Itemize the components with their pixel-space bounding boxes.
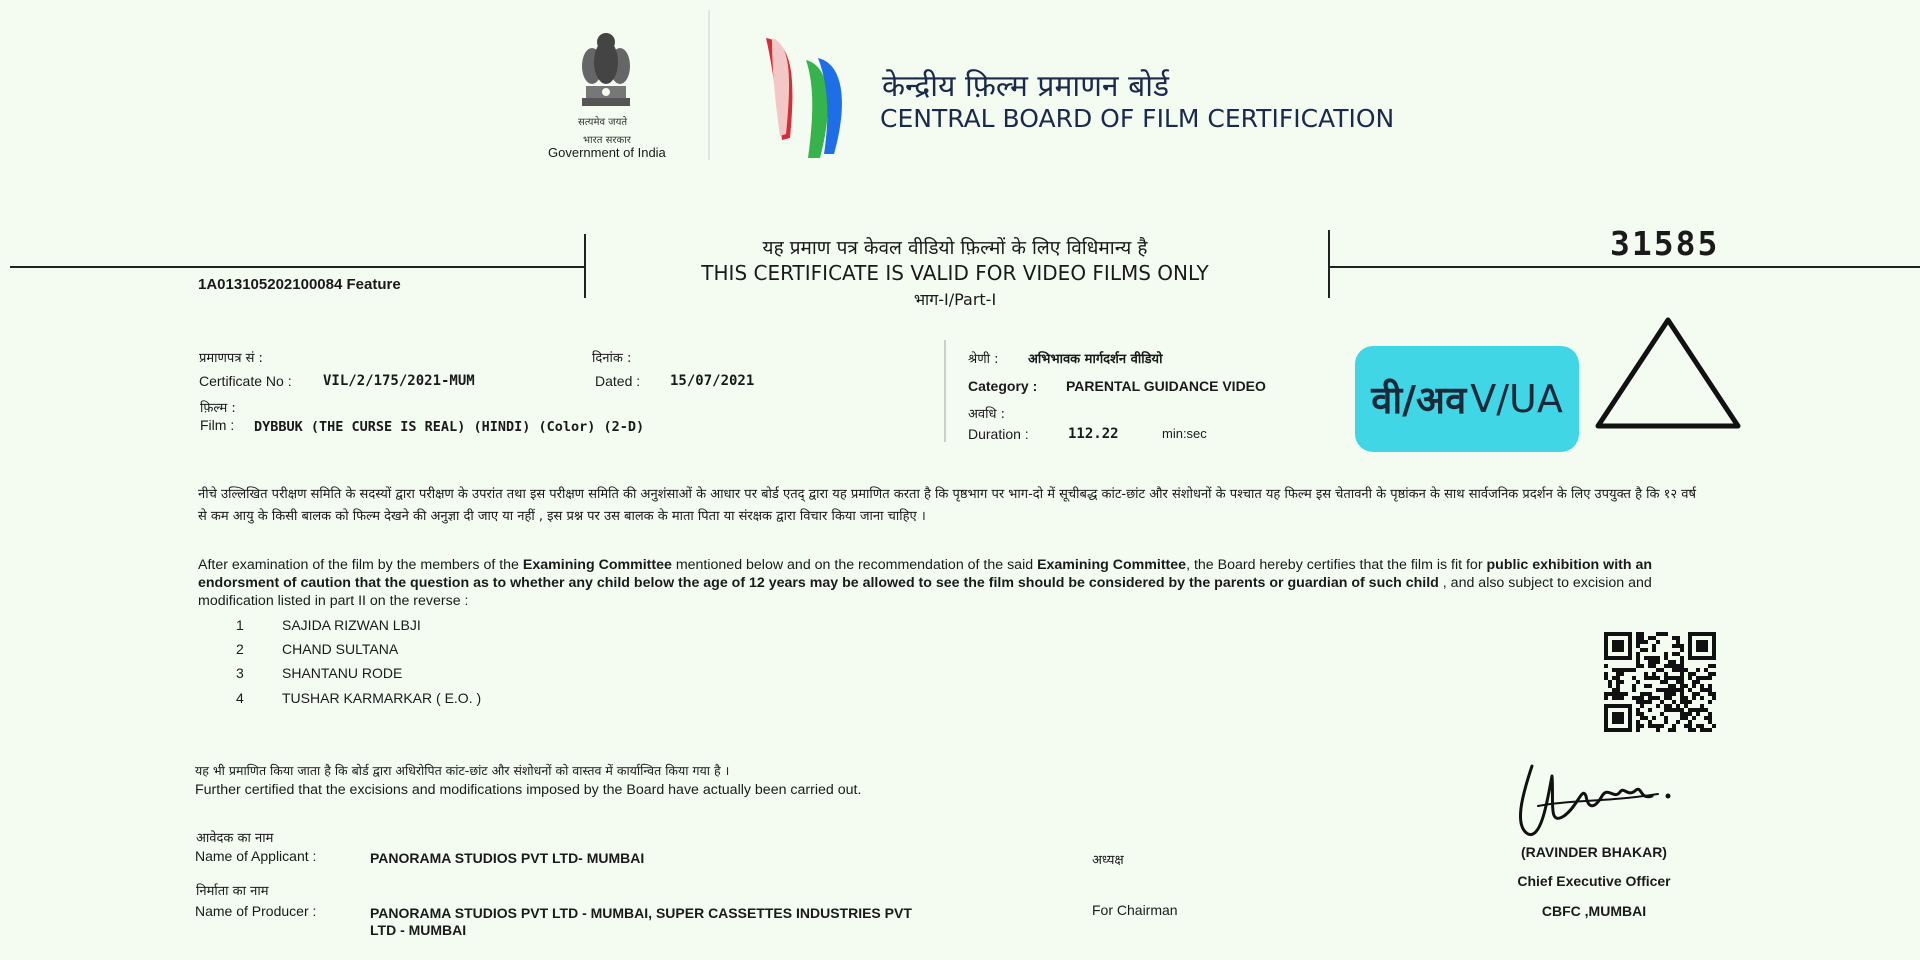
national-emblem — [572, 24, 640, 110]
english-bold-2: Examining Committee — [1037, 557, 1187, 573]
certificate-no-value: VIL/2/175/2021-MUM — [323, 373, 475, 389]
details-divider — [944, 340, 946, 442]
reference-code: 1A013105202100084 Feature — [198, 276, 401, 293]
category-value: PARENTAL GUIDANCE VIDEO — [1066, 378, 1266, 394]
duration-unit: min:sec — [1162, 426, 1207, 441]
producer-value-line1: PANORAMA STUDIOS PVT LTD - MUMBAI, SUPER CASSETTES INDUSTRIES PVT — [370, 905, 912, 921]
signature — [1508, 756, 1680, 846]
qr-code — [1604, 632, 1716, 732]
certificate-no-label: Certificate No : — [199, 373, 292, 389]
committee-member: CHAND SULTANA — [282, 641, 399, 657]
committee-member: SAJIDA RIZWAN LBJI — [282, 617, 421, 633]
rating-hindi: वी/अव — [1371, 378, 1467, 422]
english-text-4: , and also subject to excision and modification listed in part II on the reverse : — [198, 575, 1652, 609]
committee-member: SHANTANU RODE — [282, 665, 403, 681]
film-label: Film : — [200, 417, 235, 433]
category-value-hindi: अभिभावक मार्गदर्शन वीडियो — [1028, 352, 1163, 367]
rule-left-tick — [584, 234, 586, 298]
committee-number: 2 — [236, 641, 244, 657]
duration-label-hindi: अवधि : — [968, 407, 1006, 422]
emblem-motto: सत्यमेव जयते — [578, 117, 628, 128]
producer-label: Name of Producer : — [195, 903, 317, 919]
further-certified-hindi: यह भी प्रमाणित किया जाता है कि बोर्ड द्वारा अधिरोपित कांट-छांट और संशोधनों को वास्तव में कार्यान्वित किया गया है । — [195, 763, 730, 778]
committee-number: 3 — [236, 665, 244, 681]
film-title: DYBBUK (THE CURSE IS REAL) (HINDI) (Color) (2-D) — [254, 419, 645, 435]
gov-hindi: भारत सरकार — [583, 135, 631, 146]
gov-english: Government of India — [548, 145, 666, 160]
rule-right-tick — [1328, 230, 1330, 298]
signatory-name: (RAVINDER BHAKAR) — [1521, 844, 1667, 860]
board-name-english: CENTRAL BOARD OF FILM CERTIFICATION — [880, 104, 1395, 133]
serial-number: 31585 — [1610, 224, 1720, 263]
board-name-hindi: केन्द्रीय फ़िल्म प्रमाणन बोर्ड — [882, 69, 1170, 104]
validity-hindi: यह प्रमाण पत्र केवल वीडियो फ़िल्मों के लिए विधिमान्य है — [762, 237, 1148, 259]
further-certified-english: Further certified that the excisions and modifications imposed by the Board have actually been carried out. — [195, 782, 862, 798]
signatory-office: CBFC ,MUMBAI — [1541, 903, 1647, 919]
validity-part: भाग-I/Part-I — [913, 290, 997, 309]
date-value: 15/07/2021 — [670, 373, 755, 389]
duration-value: 112.22 — [1068, 426, 1119, 442]
date-label: Dated : — [595, 373, 641, 389]
date-label-hindi: दिनांक : — [592, 351, 632, 366]
rating-badge — [1355, 346, 1579, 452]
category-label-hindi: श्रेणी : — [968, 352, 999, 367]
english-bold-3: public exhibition with an endorsment of caution that the question as to whether any child below the age of 12 years may be allowed to see the film should be considered by the parents or guardian of such child — [198, 557, 1653, 591]
film-label-hindi: फ़िल्म : — [200, 401, 236, 416]
committee-member: TUSHAR KARMARKAR ( E.O. ) — [282, 690, 482, 706]
english-bold-1: Examining Committee — [522, 557, 672, 573]
producer-value-line2: LTD - MUMBAI — [370, 922, 467, 938]
producer-label-hindi: निर्माता का नाम — [196, 884, 269, 899]
certification-english-paragraph — [198, 556, 1698, 610]
certificate-no-label-hindi: प्रमाणपत्र सं : — [199, 351, 263, 366]
committee-number: 1 — [236, 617, 244, 633]
english-text-3: , the Board hereby certifies that the film is fit for — [1186, 557, 1487, 573]
chairman-hindi: अध्यक्ष — [1092, 853, 1124, 868]
header-divider — [708, 10, 710, 160]
duration-label: Duration : — [968, 426, 1029, 442]
committee-number: 4 — [236, 690, 244, 706]
applicant-label: Name of Applicant : — [195, 848, 317, 864]
cbfc-logo — [762, 34, 862, 164]
applicant-value: PANORAMA STUDIOS PVT LTD- MUMBAI — [370, 850, 645, 866]
rule-left — [10, 266, 586, 268]
triangle-icon — [1592, 314, 1744, 432]
applicant-label-hindi: आवेदक का नाम — [196, 831, 274, 846]
english-text-2: mentioned below and on the recommendation of the said — [671, 557, 1038, 573]
category-label: Category : — [968, 378, 1038, 394]
signatory-title: Chief Executive Officer — [1517, 873, 1671, 889]
rule-right — [1328, 266, 1920, 268]
english-text-1: After examination of the film by the members of the — [198, 557, 523, 573]
rating-latin: V/UA — [1470, 377, 1563, 421]
validity-english: THIS CERTIFICATE IS VALID FOR VIDEO FILMS ONLY — [701, 261, 1209, 285]
chairman-english: For Chairman — [1092, 902, 1178, 918]
certification-hindi-paragraph: नीचे उल्लिखित परीक्षण समिति के सदस्यों द्वारा परीक्षण के उपरांत तथा इस परीक्षण समिति की अनुशंसाओं के आधार पर बोर्ड एतद् द्वारा यह प्रमाणित करता है कि पृष्ठभाग पर भाग-दो में सूचीबद्ध कांट-छांट और संशोधनों के पश्चात यह फिल्म इस चेतावनी के पृष्ठांकन के साथ सार्वजनिक प्रदर्शन के लिए उपयुक्त है कि १२ वर्ष से कम आयु के किसी बालक को फिल्म देखने की अनुज्ञा दी जाए या नहीं , इस प्रश्न पर उस बालक के माता पिता या संरक्षक द्वारा विचार किया जाना चाहिए । — [198, 487, 1697, 524]
